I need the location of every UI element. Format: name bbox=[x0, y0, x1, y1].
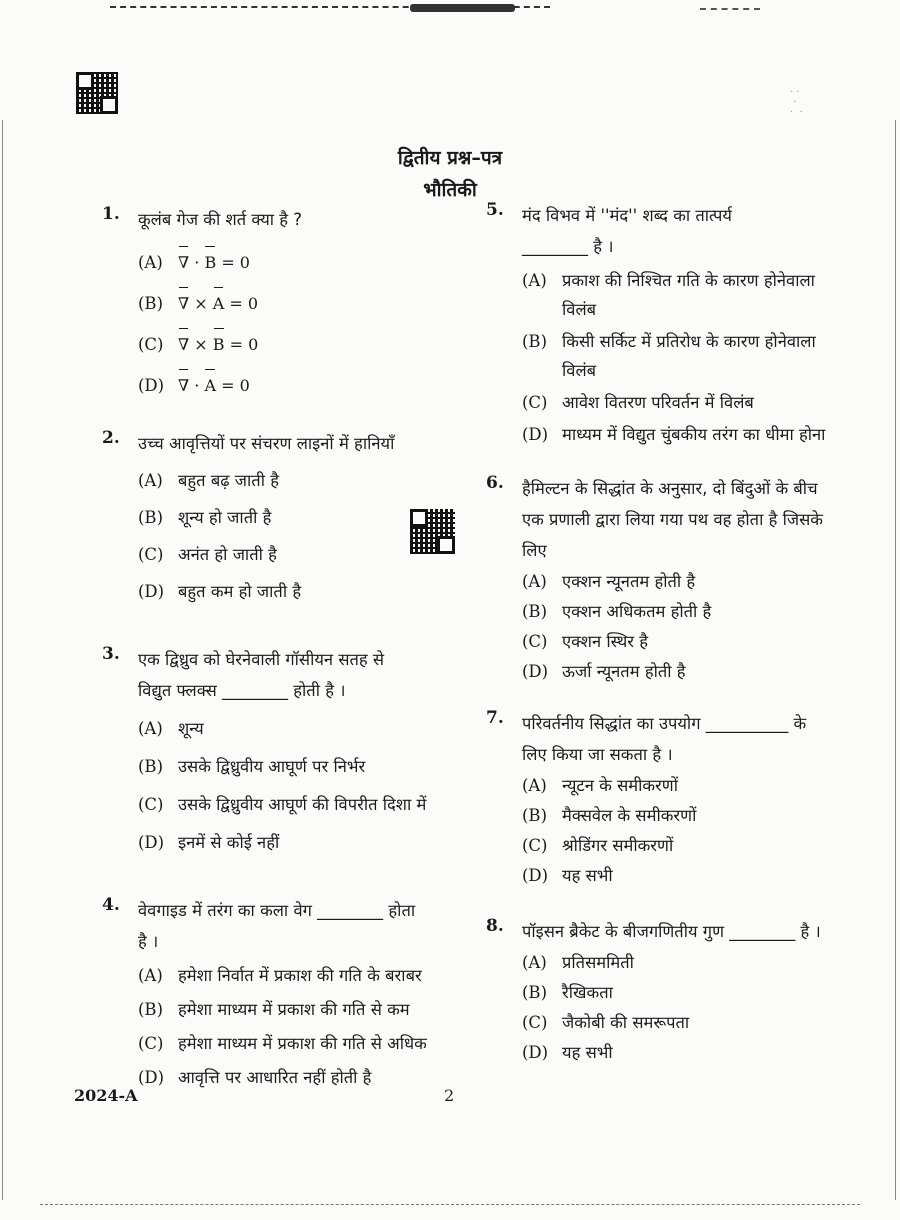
paper-title: द्वितीय प्रश्न–पत्र bbox=[397, 147, 503, 169]
question-5 bbox=[484, 200, 844, 449]
option: (A) शून्य bbox=[138, 719, 204, 738]
question-number: 7. bbox=[486, 708, 504, 728]
question-text: कूलंब गेज की शर्त क्या है ? bbox=[138, 210, 303, 229]
option: (C) हमेशा माध्यम में प्रकाश की गति से अधिक bbox=[138, 1034, 427, 1053]
option: (D) आवृत्ति पर आधारित नहीं होती है bbox=[138, 1068, 372, 1087]
paper-code: 2024-A bbox=[74, 1086, 138, 1105]
option: (B) रैखिकता bbox=[522, 983, 613, 1002]
option: (B) ∇ × A = 0 bbox=[138, 284, 470, 324]
question-text: वेवगाइड में तरंग का कला वेग ________ होता है । bbox=[138, 901, 416, 951]
question-text: हैमिल्टन के सिद्धांत के अनुसार, दो बिंदुओं के बीच एक प्रणाली द्वारा लिया गया पथ वह होता है जिसके लिए bbox=[522, 479, 823, 560]
option: (D) यह सभी bbox=[522, 1043, 613, 1062]
option: (C) जैकोबी की समरूपता bbox=[522, 1013, 690, 1032]
option: (C) श्रोडिंगर समीकरणों bbox=[522, 836, 674, 855]
scan-specks: · · · · · bbox=[790, 87, 803, 118]
question-6 bbox=[484, 473, 844, 686]
question-7 bbox=[484, 708, 844, 890]
math-expression: ∇ · B = 0 bbox=[178, 253, 250, 272]
question-text: एक द्विध्रुव को घेरनेवाली गॉसीयन सतह से विद्युत फ्लक्स ________ होती है । bbox=[138, 650, 385, 700]
math-expression: ∇ · A = 0 bbox=[178, 376, 250, 395]
option: (A) प्रतिसममिती bbox=[522, 953, 634, 972]
question-number: 6. bbox=[486, 473, 504, 493]
right-column bbox=[484, 200, 844, 1067]
option: (C) एक्शन स्थिर है bbox=[522, 632, 649, 651]
left-margin-line bbox=[2, 120, 3, 1200]
question-number: 1. bbox=[102, 204, 120, 224]
math-expression: ∇ × A = 0 bbox=[178, 294, 258, 313]
option: (B) उसके द्विध्रुवीय आघूर्ण पर निर्भर bbox=[138, 757, 366, 776]
option: (D) इनमें से कोई नहीं bbox=[138, 833, 280, 852]
option: (D) ∇ · A = 0 bbox=[138, 366, 470, 406]
scan-header-line-right bbox=[700, 8, 760, 10]
question-number: 8. bbox=[486, 916, 504, 936]
question-3 bbox=[100, 644, 470, 861]
question-text: उच्च आवृत्तियों पर संचरण लाइनों में हानियाँ bbox=[138, 434, 395, 453]
option: (A) बहुत बढ़ जाती है bbox=[138, 471, 279, 490]
option: (C) आवेश वितरण परिवर्तन में विलंब bbox=[522, 393, 754, 412]
option: (A) हमेशा निर्वात में प्रकाश की गति के बराबर bbox=[138, 966, 422, 985]
option: (A) एक्शन न्यूनतम होती है bbox=[522, 572, 696, 591]
question-2 bbox=[100, 428, 470, 610]
option: (A) ∇ · B = 0 bbox=[138, 243, 470, 283]
page-number: 2 bbox=[444, 1086, 455, 1105]
option: (B) किसी सर्किट में प्रतिरोध के कारण होनेवाला विलंब bbox=[522, 332, 816, 380]
option: (D) यह सभी bbox=[522, 866, 613, 885]
right-margin-line bbox=[895, 120, 896, 1200]
question-text: मंद विभव में ''मंद'' शब्द का तात्पर्य ________ है । bbox=[522, 206, 732, 256]
option: (B) हमेशा माध्यम में प्रकाश की गति से कम bbox=[138, 1000, 410, 1019]
option: (C) अनंत हो जाती है bbox=[138, 545, 277, 564]
question-text: परिवर्तनीय सिद्धांत का उपयोग __________ के लिए किया जा सकता है । bbox=[522, 714, 807, 764]
option: (B) एक्शन अधिकतम होती है bbox=[522, 602, 712, 621]
question-8 bbox=[484, 916, 844, 1067]
subject-title: भौतिकी bbox=[423, 179, 477, 201]
scan-header-mark bbox=[410, 4, 515, 12]
option: (C) उसके द्विध्रुवीय आघूर्ण की विपरीत दिशा में bbox=[138, 795, 427, 814]
math-expression: ∇ × B = 0 bbox=[178, 335, 258, 354]
question-number: 4. bbox=[102, 895, 120, 915]
question-number: 5. bbox=[486, 200, 504, 220]
question-number: 2. bbox=[102, 428, 120, 448]
question-1 bbox=[100, 204, 470, 406]
qr-code-icon bbox=[76, 72, 118, 114]
option: (B) शून्य हो जाती है bbox=[138, 508, 272, 527]
option: (B) मैक्सवेल के समीकरणों bbox=[522, 806, 697, 825]
question-number: 3. bbox=[102, 644, 120, 664]
scan-bottom-line bbox=[40, 1204, 860, 1205]
option: (D) माध्यम में विद्युत चुंबकीय तरंग का धीमा होना bbox=[522, 425, 826, 444]
option: (C) ∇ × B = 0 bbox=[138, 325, 470, 365]
question-4 bbox=[100, 895, 470, 1094]
option: (A) प्रकाश की निश्चित गति के कारण होनेवाला विलंब bbox=[522, 271, 815, 319]
question-text: पॉइसन ब्रैकेट के बीजगणितीय गुण ________ है । bbox=[522, 922, 821, 941]
option: (D) बहुत कम हो जाती है bbox=[138, 582, 302, 601]
option: (A) न्यूटन के समीकरणों bbox=[522, 776, 678, 795]
left-column bbox=[100, 204, 470, 1094]
option: (D) ऊर्जा न्यूनतम होती है bbox=[522, 662, 686, 681]
